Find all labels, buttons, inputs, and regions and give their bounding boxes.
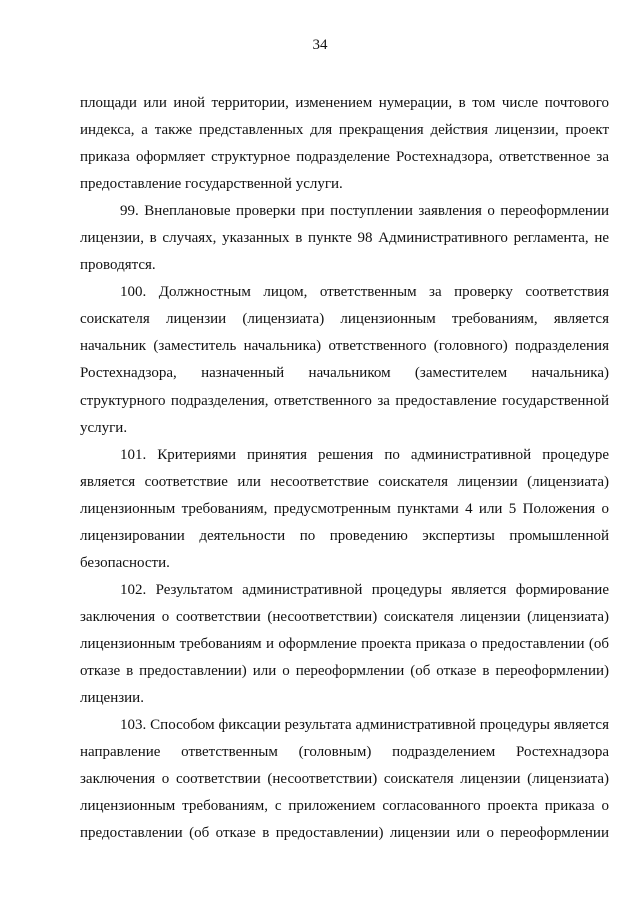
paragraph-99: 99. Внеплановые проверки при поступлении заявления о переоформлении лицензии, в случаях, указанных в пункте 98 Административного регламента, не проводятся.	[80, 203, 609, 274]
body-text	[80, 90, 609, 847]
paragraph-continuation: площади или иной территории, изменением нумерации, в том числе почтового индекса, а также представленных для прекращения действия лицензии, проект приказа оформляет структурное подразделение Ростехнадзора, ответственное за предоставление государственной услуги.	[80, 95, 609, 193]
paragraph-101: 101. Критериями принятия решения по административной процедуре является соответствие или несоответствие соискателя лицензии (лицензиата) лицензионным требованиям, предусмотренным пунктами 4 или 5 Положения о лицензировании деятельности по проведению экспертизы промышленной безопасности.	[80, 446, 609, 571]
paragraph-100: 100. Должностным лицом, ответственным за проверку соответствия соискателя лицензии (лицензиата) лицензионным требованиям, является начальник (заместитель начальника) ответственного (головного) подразделения Ростехнадзора, назначенный начальником (заместителем начальника) структурного подразделения, ответственного за предоставление государственной услуги.	[80, 284, 609, 436]
paragraph-103: 103. Способом фиксации результата административной процедуры является направление ответственным (головным) подразделением Ростехнадзора заключения о соответствии (несоответствии) соискателя лицензии (лицензиата) лицензионным требованиям, с приложением согласованного проекта приказа о предоставлении (об отказе в предоставлении) лицензии или о переоформлении	[80, 717, 609, 842]
paragraph-102: 102. Результатом административной процедуры является формирование заключения о соответствии (несоответствии) соискателя лицензии (лицензиата) лицензионным требованиям и оформление проекта приказа о предоставлении (об отказе в предоставлении) или о переоформлении (об отказе в переоформлении) лицензии.	[80, 581, 609, 707]
page-number: 34	[312, 37, 328, 53]
